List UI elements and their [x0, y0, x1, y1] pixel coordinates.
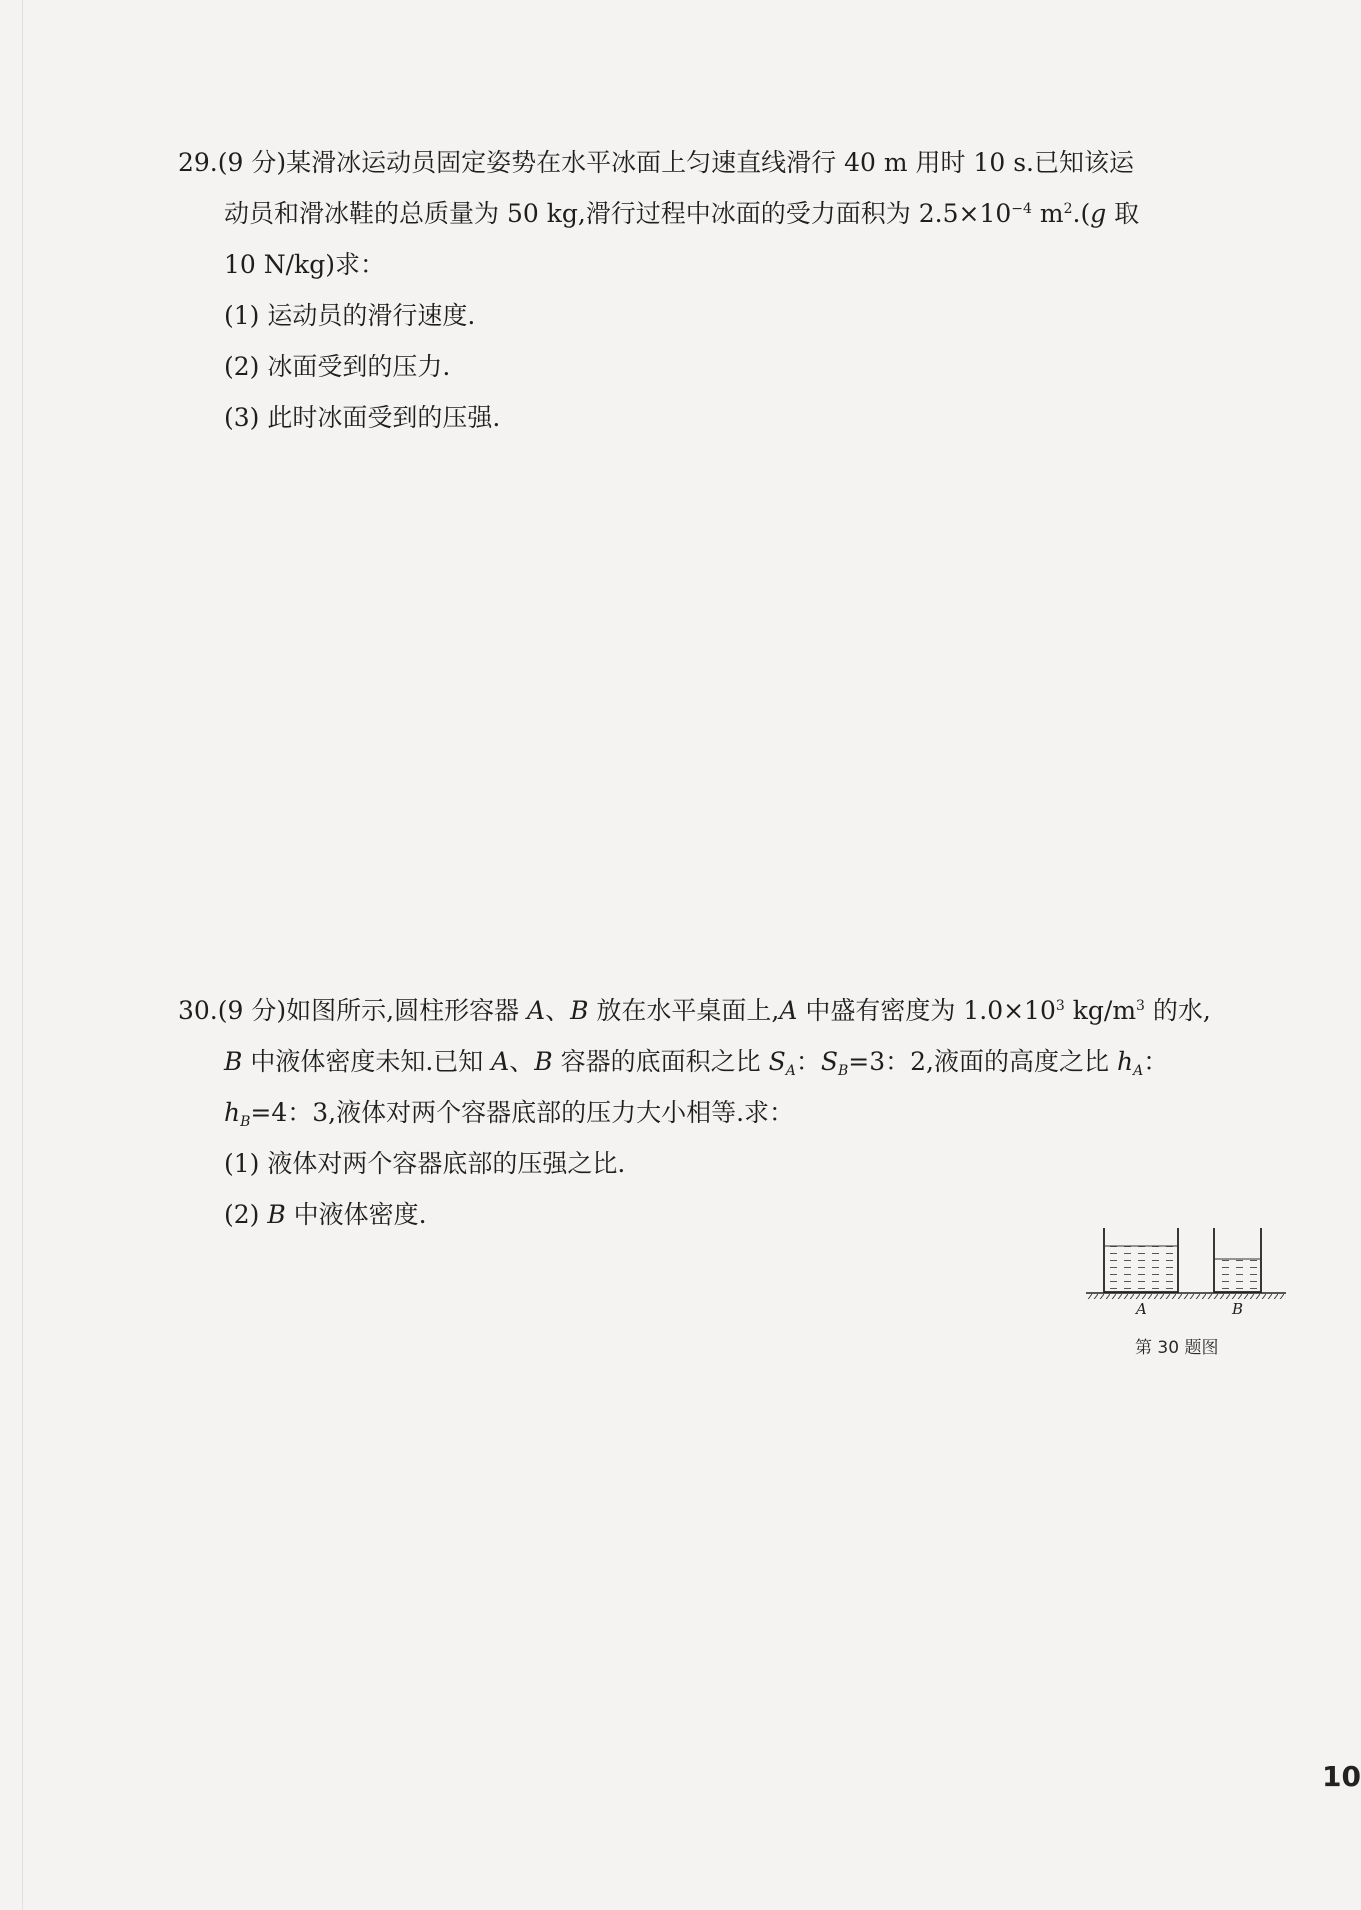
question-30 [178, 985, 1288, 1240]
page-number: 10 [1322, 1760, 1361, 1793]
q30-line-2: B 中液体密度未知.已知 A、B 容器的底面积之比 $S_A$：$S_B=3$：2,液面的高度之比 $h_A$： [224, 1047, 1169, 1079]
q29-sub-1: (1) 运动员的滑行速度. [224, 301, 476, 330]
label-b: B [1232, 1300, 1244, 1318]
q29-line-1: 29.(9 分)某滑冰运动员固定姿势在水平冰面上匀速直线滑行 40 m 用时 10 s.已知该运 [178, 148, 1134, 177]
figure-30-caption: 第 30 题图 [1135, 1338, 1219, 1358]
q30-line-1: 30.(9 分)如图所示,圆柱形容器 A、B 放在水平桌面上,A 中盛有密度为 $1.0\times 10^3$ $kg/m^3$ 的水, [178, 996, 1211, 1025]
page-edge [22, 0, 23, 1910]
q29-sub-2: (2) 冰面受到的压力. [224, 352, 451, 381]
label-a: A [1136, 1300, 1147, 1318]
q30-line-3: $h_B=4$：3,液体对两个容器底部的压力大小相等.求： [224, 1098, 795, 1130]
question-29 [178, 137, 1288, 443]
q29-sub-3: (3) 此时冰面受到的压强. [224, 403, 501, 432]
containers-diagram [1080, 1222, 1300, 1332]
container-b-liquid [1215, 1259, 1260, 1292]
q29-line-3: 10 N/kg)求： [224, 250, 385, 279]
q30-sub-1: (1) 液体对两个容器底部的压强之比. [224, 1149, 626, 1178]
container-a-liquid [1105, 1246, 1177, 1292]
q30-sub-2: (2) B 中液体密度. [224, 1200, 427, 1229]
q29-line-2: 动员和滑冰鞋的总质量为 50 kg,滑行过程中冰面的受力面积为 $2.5\times 10^{-4}$ $m^2.(g$ 取 [224, 199, 1140, 228]
